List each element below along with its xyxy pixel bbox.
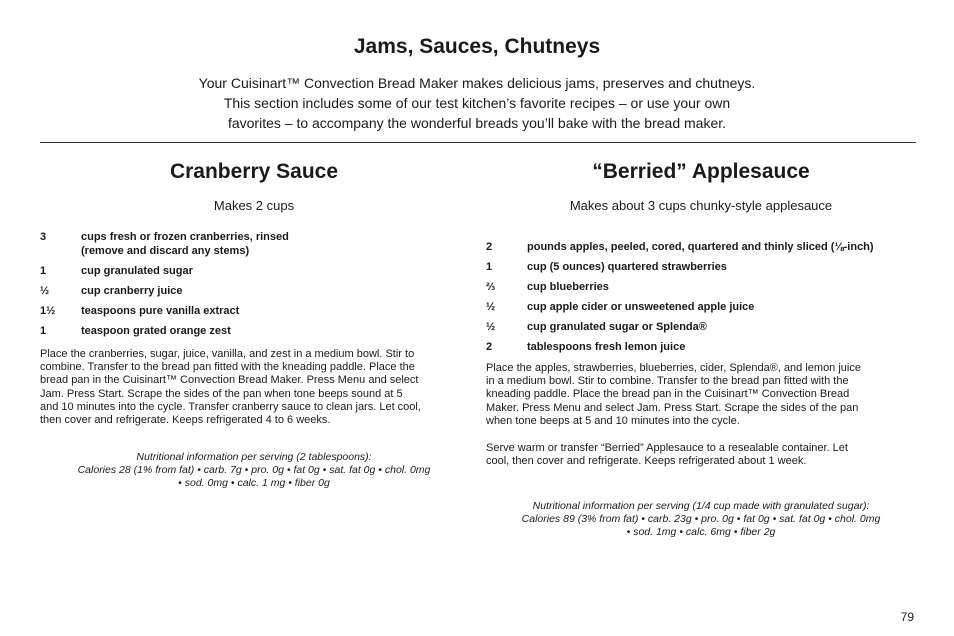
serving-paragraph bbox=[486, 442, 916, 468]
intro-line: favorites – to accompany the wonderful breads you’ll bake with the bread maker. bbox=[227, 115, 727, 131]
ingredient-description bbox=[527, 260, 916, 274]
ingredient-description bbox=[527, 280, 916, 294]
ingredient-description bbox=[81, 304, 468, 318]
ingredient-description bbox=[527, 240, 916, 254]
ingredient-item bbox=[40, 230, 468, 258]
berried-applesauce-recipe bbox=[486, 158, 916, 539]
ingredient-item bbox=[40, 284, 468, 298]
ingredient-item bbox=[486, 340, 916, 354]
method-line: Place the cranberries, sugar, juice, vanilla, and zest in a medium bowl. Stir to bbox=[40, 348, 415, 360]
recipe-title: Cranberry Sauce bbox=[169, 160, 339, 183]
ingredient-item bbox=[40, 304, 468, 318]
method-line: Jam. Press Start. Scrape the sides of the pan when tone beeps sound at 5 bbox=[40, 387, 403, 400]
ingredient-item bbox=[486, 320, 916, 334]
ingredient-text: (remove and discard any stems) bbox=[81, 245, 250, 257]
intro-line: This section includes some of our test kitchen’s favorite recipes – or use your own bbox=[223, 95, 731, 111]
intro-line: Your Cuisinart™ Convection Bread Maker makes delicious jams, preserves and chutneys. bbox=[198, 75, 756, 91]
cranberry-sauce-recipe bbox=[40, 158, 468, 490]
method-line: bread pan in the Cuisinart™ Convection Bread Maker. Press Menu and select bbox=[40, 374, 419, 387]
method-line: when tone beeps at 5 and 10 minutes into the cycle. bbox=[486, 414, 740, 427]
ingredient-text: tablespoons fresh lemon juice bbox=[527, 341, 686, 353]
page-number: 79 bbox=[900, 610, 914, 624]
method-line: kneading paddle. Place the bread pan in the Cuisinart™ Convection Bread bbox=[486, 388, 850, 401]
nutrition-info bbox=[486, 500, 916, 539]
ingredient-description bbox=[527, 340, 916, 354]
ingredient-quantity: 1 bbox=[40, 265, 47, 277]
nutrition-line: • sod. 0mg • calc. 1 mg • fiber 0g bbox=[178, 477, 330, 490]
ingredient-text: cup cranberry juice bbox=[81, 285, 183, 297]
method-line: and 10 minutes into the cycle. Transfer cranberry sauce to clean jars. Let cool, bbox=[40, 400, 421, 413]
ingredient-quantity: ⅔ bbox=[486, 281, 496, 293]
ingredient-text: cup granulated sugar or Splenda® bbox=[527, 321, 707, 333]
ingredient-quantity: 1 bbox=[486, 261, 493, 273]
ingredient-list bbox=[40, 230, 468, 338]
ingredient-text: cup blueberries bbox=[527, 281, 609, 293]
recipe-title: “Berried” Applesauce bbox=[592, 160, 810, 183]
ingredient-quantity: 1½ bbox=[40, 305, 56, 317]
method-line: Place the apples, strawberries, blueberries, cider, Splenda®, and lemon juice bbox=[486, 362, 861, 374]
ingredient-quantity: 2 bbox=[486, 341, 493, 353]
ingredient-text: cups fresh or frozen cranberries, rinsed bbox=[81, 231, 289, 243]
recipe-yield: Makes 2 cups bbox=[213, 198, 295, 213]
serving-line: cool, then cover and refrigerate. Keeps refrigerated about 1 week. bbox=[486, 455, 807, 468]
ingredient-description bbox=[81, 264, 468, 278]
intro-text bbox=[150, 73, 804, 133]
nutrition-line: Nutritional information per serving (1/4 cup made with granulated sugar): bbox=[532, 500, 870, 513]
ingredient-item bbox=[486, 300, 916, 314]
method-line: in a medium bowl. Stir to combine. Transfer to the bread pan fitted with the bbox=[486, 375, 849, 388]
section-divider bbox=[40, 142, 916, 143]
ingredient-description bbox=[81, 230, 468, 258]
page-title: Jams, Sauces, Chutneys bbox=[353, 35, 601, 58]
ingredient-quantity: 2 bbox=[486, 241, 493, 253]
ingredient-item bbox=[486, 260, 916, 274]
ingredient-quantity: ½ bbox=[40, 285, 50, 297]
ingredient-description bbox=[81, 324, 468, 338]
nutrition-info bbox=[40, 451, 468, 490]
method-line: Maker. Press Menu and select Jam. Press Start. Scrape the sides of the pan bbox=[486, 401, 859, 414]
ingredient-quantity: ½ bbox=[486, 301, 496, 313]
nutrition-line: Calories 28 (1% from fat) • carb. 7g • pro. 0g • fat 0g • sat. fat 0g • chol. 0mg bbox=[77, 464, 431, 477]
method-line: combine. Transfer to the bread pan fitted with the kneading paddle. Place the bbox=[40, 361, 415, 374]
ingredient-item bbox=[40, 324, 468, 338]
nutrition-line: Calories 89 (3% from fat) • carb. 23g • pro. 0g • fat 0g • sat. fat 0g • chol. 0mg bbox=[521, 513, 881, 526]
ingredient-text: cup (5 ounces) quartered strawberries bbox=[527, 261, 727, 273]
nutrition-line: • sod. 1mg • calc. 6mg • fiber 2g bbox=[626, 526, 776, 539]
ingredient-quantity: ½ bbox=[486, 321, 496, 333]
ingredient-text: cup granulated sugar bbox=[81, 265, 193, 277]
ingredient-quantity: 1 bbox=[40, 325, 47, 337]
ingredient-description bbox=[81, 284, 468, 298]
recipe-yield: Makes about 3 cups chunky-style applesauce bbox=[569, 198, 833, 213]
ingredient-text: teaspoons pure vanilla extract bbox=[81, 305, 240, 317]
ingredient-text: pounds apples, peeled, cored, quartered and thinly sliced (⅛-inch) bbox=[527, 241, 874, 253]
ingredient-list bbox=[486, 240, 916, 354]
ingredient-description bbox=[527, 300, 916, 314]
serving-line: Serve warm or transfer “Berried” Applesauce to a resealable container. Let bbox=[486, 442, 848, 455]
ingredient-description bbox=[527, 320, 916, 334]
nutrition-line: Nutritional information per serving (2 tablespoons): bbox=[136, 451, 372, 464]
method-line: then cover and refrigerate. Keeps refrigerated 4 to 6 weeks. bbox=[40, 414, 331, 427]
ingredient-item bbox=[486, 240, 916, 254]
ingredient-item bbox=[486, 280, 916, 294]
ingredient-item bbox=[40, 264, 468, 278]
ingredient-text: cup apple cider or unsweetened apple juice bbox=[527, 301, 755, 313]
method-paragraph bbox=[486, 362, 916, 428]
ingredient-text: teaspoon grated orange zest bbox=[81, 325, 231, 337]
ingredient-quantity: 3 bbox=[40, 231, 47, 243]
method-paragraph bbox=[40, 348, 468, 427]
